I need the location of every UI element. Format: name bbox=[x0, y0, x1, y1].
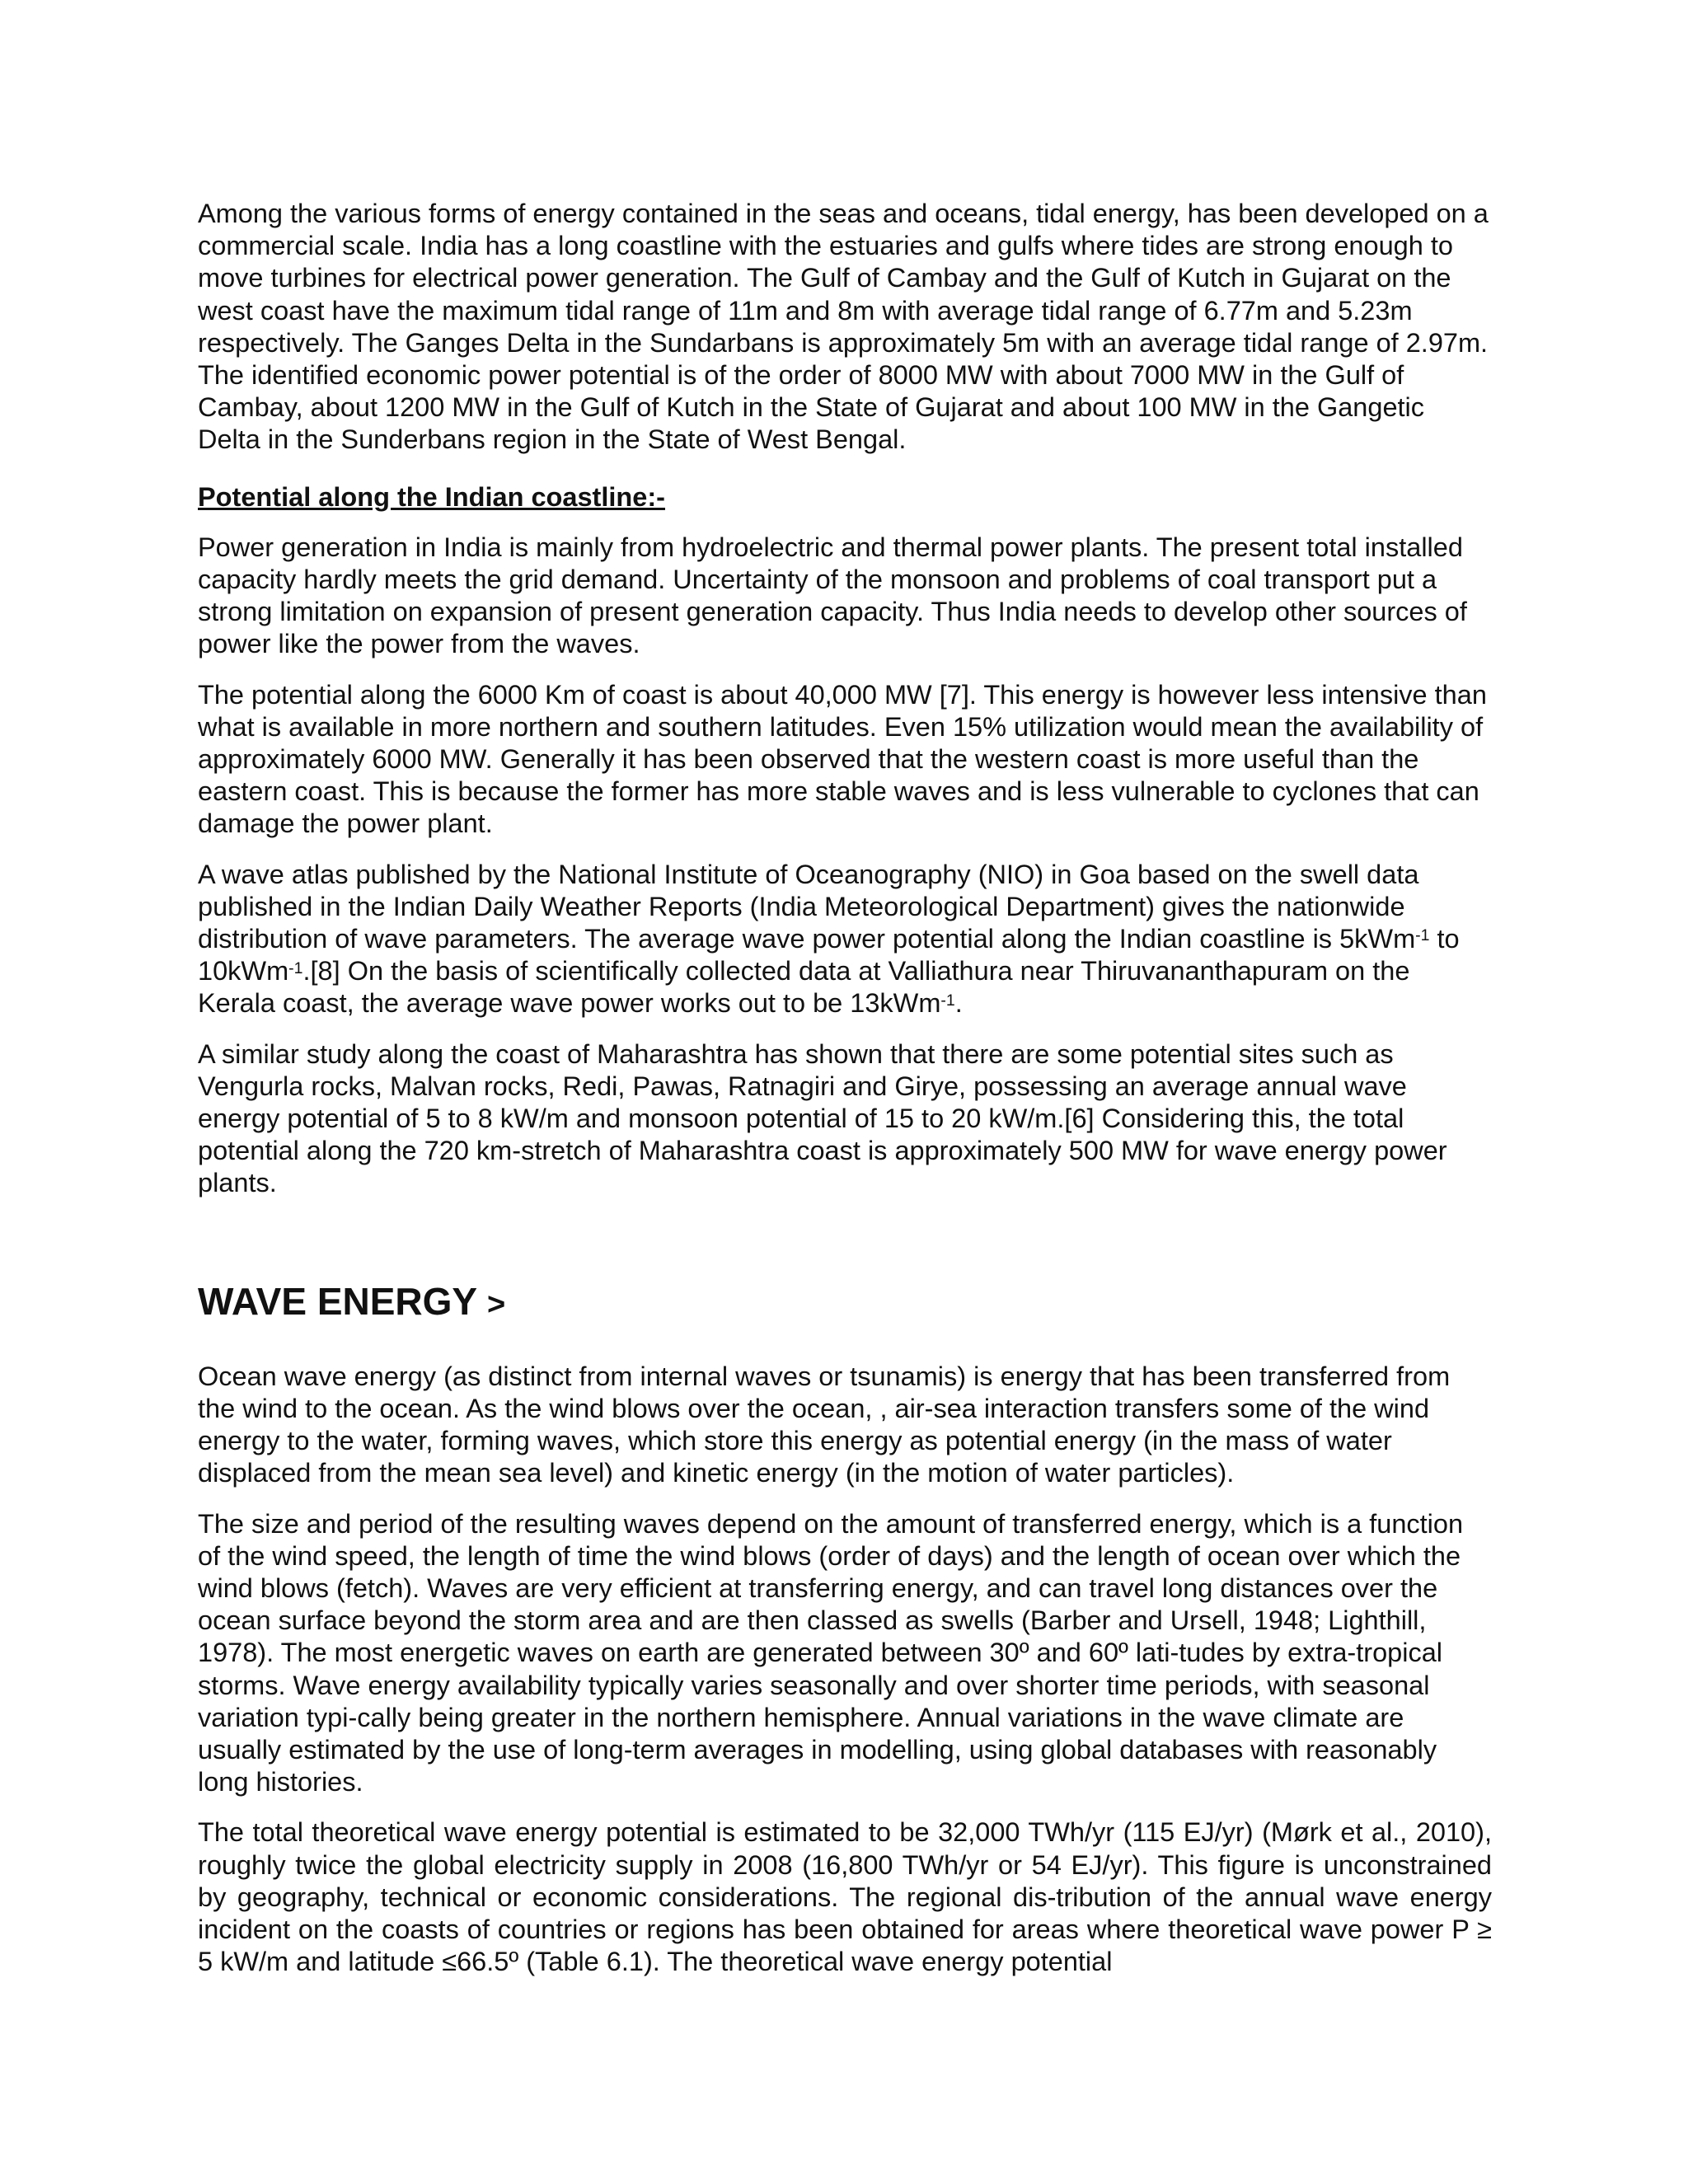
section-title-text: WAVE ENERGY bbox=[198, 1279, 477, 1323]
paragraph-coast-potential: The potential along the 6000 Km of coast is about 40,000 MW [7]. This energy is however less intensive than what is available in more northern and southern latitudes. Even 15% utilization would mean the availability of approximately 6000 MW. Generally it has been observed that the western coast is more useful than the eastern coast. This is because the former has more stable waves and is less vulnerable to cyclones that can damage the power plant. bbox=[198, 679, 1487, 839]
paragraph-wave-atlas-text-4: . bbox=[954, 988, 963, 1019]
superscript-3: -1 bbox=[940, 991, 955, 1010]
superscript-1: -1 bbox=[1415, 926, 1430, 945]
paragraph-maharashtra-study: A similar study along the coast of Maharashtra has shown that there are some potential sites such as Vengurla rocks, Malvan rocks, Redi, Pawas, Ratnagiri and Girye, possessing an average annual wave energy potential of 5 to 8 kW/m and monsoon potential of 15 to 20 kW/m.[6] Considering this, the total potential along the 720 km-stretch of Maharashtra coast is approximately 500 MW for wave energy power plants. bbox=[198, 1038, 1447, 1198]
paragraph-wave-atlas-text-1: A wave atlas published by the National Institute of Oceanography (NIO) in Goa based on the swell data published in the Indian Daily Weather Reports (India Meteorological Department) gives the nationwide distribution of wave parameters. The average wave power potential along the Indian coastline is 5kWm bbox=[198, 859, 1419, 954]
paragraph-ocean-wave-energy: Ocean wave energy (as distinct from internal waves or tsunamis) is energy that has been transferred from the wind to the ocean. As the wind blows over the ocean, , air-sea interaction transfers some of the wind energy to the water, forming waves, which store this energy as potential energy (in the mass of water displaced from the mean sea level) and kinetic energy (in the motion of water particles). bbox=[198, 1361, 1451, 1488]
paragraph-power-generation: Power generation in India is mainly from hydroelectric and thermal power plants. The present total installed capacity hardly meets the grid demand. Uncertainty of the monsoon and problems of coal transport put a strong limitation on expansion of present generation capacity. Thus India needs to develop other sources of power like the power from the waves. bbox=[198, 532, 1467, 659]
subheading-indian-coastline: Potential along the Indian coastline:- bbox=[198, 481, 665, 512]
superscript-2: -1 bbox=[288, 958, 303, 977]
paragraph-wave-atlas bbox=[198, 859, 1492, 1020]
paragraph-wave-atlas-text-3: .[8] On the basis of scientifically collected data at Valliathura near Thiruvananthapuram on the Kerala coast, the average wave power works out to be 13kWm bbox=[198, 956, 1410, 1019]
paragraph-tidal-energy: Among the various forms of energy contained in the seas and oceans, tidal energy, has been developed on a commercial scale. India has a long coastline with the estuaries and gulfs where tides are strong enough to move turbines for electrical power generation. The Gulf of Cambay and the Gulf of Kutch in Gujarat on the west coast have the maximum tidal range of 11m and 8m with average tidal range of 6.77m and 5.23m respectively. The Ganges Delta in the Sundarbans is approximately 5m with an average tidal range of 2.97m. The identified economic power potential is of the order of 8000 MW with about 7000 MW in the Gulf of Cambay, about 1200 MW in the Gulf of Kutch in the State of Gujarat and about 100 MW in the Gangetic Delta in the Sunderbans region in the State of West Bengal. bbox=[198, 199, 1489, 455]
paragraph-theoretical-potential: The total theoretical wave energy potential is estimated to be 32,000 TWh/yr (115 EJ/yr) (Mørk et al., 2010), roughly twice the global electricity supply in 2008 (16,800 TWh/yr or 54 EJ/yr). This figure is unconstrained by geography, technical or economic considerations. The regional dis-tribution of the annual wave energy incident on the coasts of countries or regions has been obtained for areas where theoretical wave power P ≥ 5 kW/m and latitude ≤66.5º (Table 6.1). The theoretical wave energy potential bbox=[198, 1817, 1492, 1977]
section-title-arrow: > bbox=[487, 1286, 506, 1322]
document-page bbox=[198, 198, 1492, 1996]
section-title-wave-energy bbox=[198, 1278, 1492, 1328]
paragraph-wave-size-period: The size and period of the resulting waves depend on the amount of transferred energy, which is a function of the wind speed, the length of time the wind blows (order of days) and the length of ocean over which the wind blows (fetch). Waves are very efficient at transferring energy, and can travel long distances over the ocean surface beyond the storm area and are then classed as swells (Barber and Ursell, 1948; Lighthill, 1978). The most energetic waves on earth are generated between 30º and 60º lati-tudes by extra-tropical storms. Wave energy availability typically varies seasonally and over shorter time periods, with seasonal variation typi-cally being greater in the northern hemisphere. Annual variations in the wave climate are usually estimated by the use of long-term averages in modelling, using global databases with reasonably long histories. bbox=[198, 1508, 1464, 1797]
paragraph-wave-atlas-text-2: to 10kWm bbox=[198, 924, 1460, 987]
